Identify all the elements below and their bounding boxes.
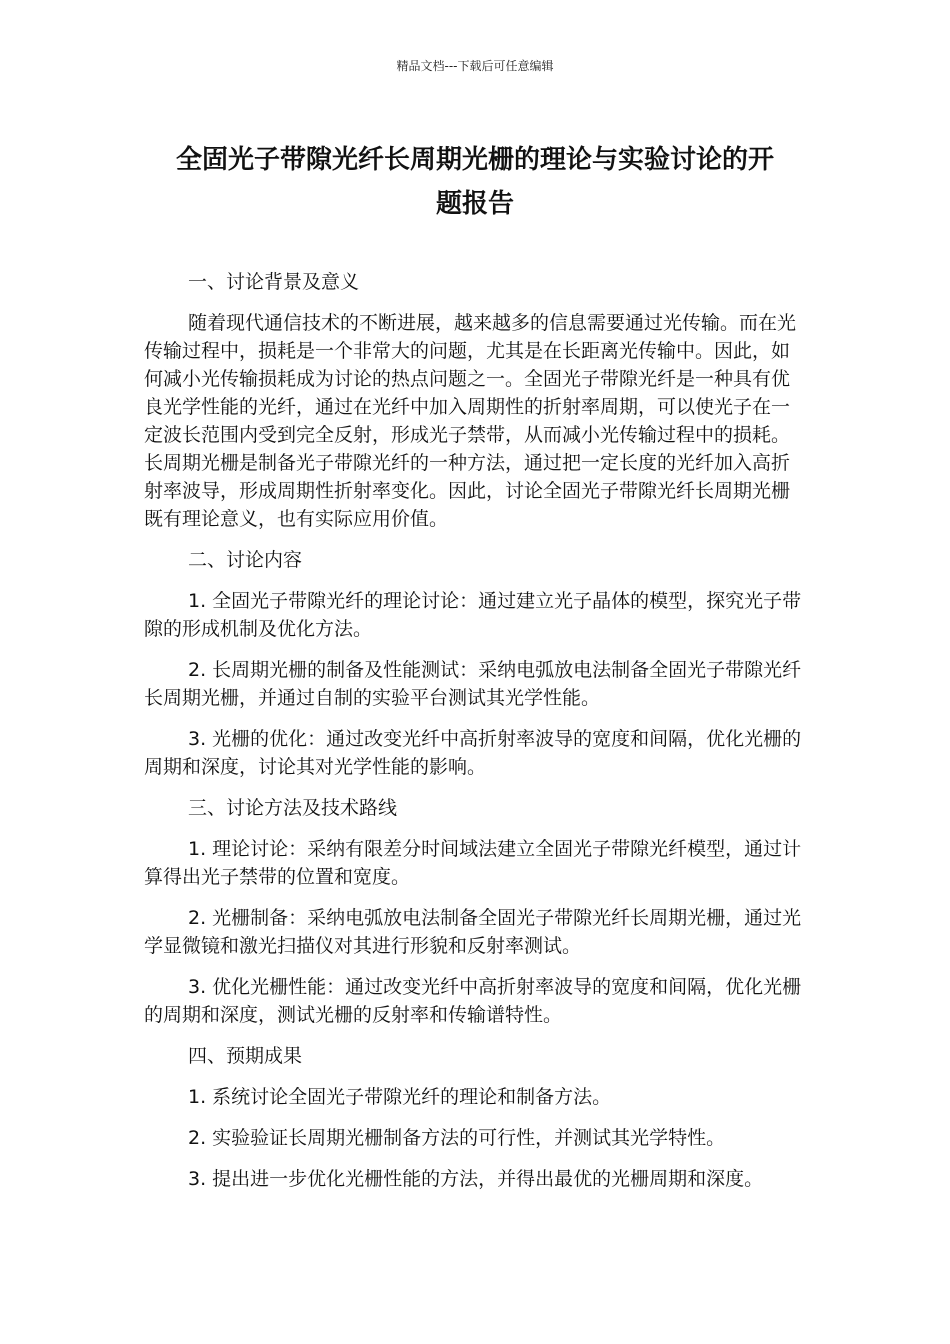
title-line-2: 题报告: [435, 189, 514, 219]
header-note: 精品文档---下载后可任意编辑: [396, 59, 554, 73]
method-item: 1. 理论讨论：采纳有限差分时间域法建立全固光子带隙光纤模型，通过计算得出光子禁带的位置和宽度。: [144, 838, 802, 888]
page-title: [140, 138, 810, 226]
section-heading-results: 四、预期成果: [188, 1045, 303, 1067]
document-body: [144, 268, 808, 1206]
section-heading-content: 二、讨论内容: [188, 549, 303, 571]
result-item: 3. 提出进一步优化光栅性能的方法，并得出最优的光栅周期和深度。: [188, 1168, 764, 1190]
content-item: 2. 长周期光栅的制备及性能测试：采纳电弧放电法制备全固光子带隙光纤长周期光栅，并通过自制的实验平台测试其光学性能。: [144, 659, 802, 709]
section-heading-method: 三、讨论方法及技术路线: [188, 797, 398, 819]
section-heading-background: 一、讨论背景及意义: [188, 271, 360, 293]
content-item: 1. 全固光子带隙光纤的理论讨论：通过建立光子晶体的模型，探究光子带隙的形成机制及优化方法。: [144, 590, 802, 640]
result-item: 2. 实验验证长周期光栅制备方法的可行性，并测试其光学特性。: [188, 1127, 726, 1149]
method-item: 3. 优化光栅性能：通过改变光纤中高折射率波导的宽度和间隔，优化光栅的周期和深度，测试光栅的反射率和传输谱特性。: [144, 976, 802, 1026]
method-item: 2. 光栅制备：采纳电弧放电法制备全固光子带隙光纤长周期光栅，通过光学显微镜和激光扫描仪对其进行形貌和反射率测试。: [144, 907, 802, 957]
content-item: 3. 光栅的优化：通过改变光纤中高折射率波导的宽度和间隔，优化光栅的周期和深度，讨论其对光学性能的影响。: [144, 728, 802, 778]
background-paragraph: 随着现代通信技术的不断进展，越来越多的信息需要通过光传输。而在光传输过程中，损耗是一个非常大的问题，尤其是在长距离光传输中。因此，如何减小光传输损耗成为讨论的热点问题之一。全固光子带隙光纤是一种具有优良光学性能的光纤，通过在光纤中加入周期性的折射率周期，可以使光子在一定波长范围内受到完全反射，形成光子禁带，从而减小光传输过程中的损耗。长周期光栅是制备光子带隙光纤的一种方法，通过把一定长度的光纤加入高折射率波导，形成周期性折射率变化。因此，讨论全固光子带隙光纤长周期光栅既有理论意义，也有实际应用价值。: [144, 312, 797, 530]
result-item: 1. 系统讨论全固光子带隙光纤的理论和制备方法。: [188, 1086, 612, 1108]
title-line-1: 全固光子带隙光纤长周期光栅的理论与实验讨论的开: [175, 145, 774, 175]
